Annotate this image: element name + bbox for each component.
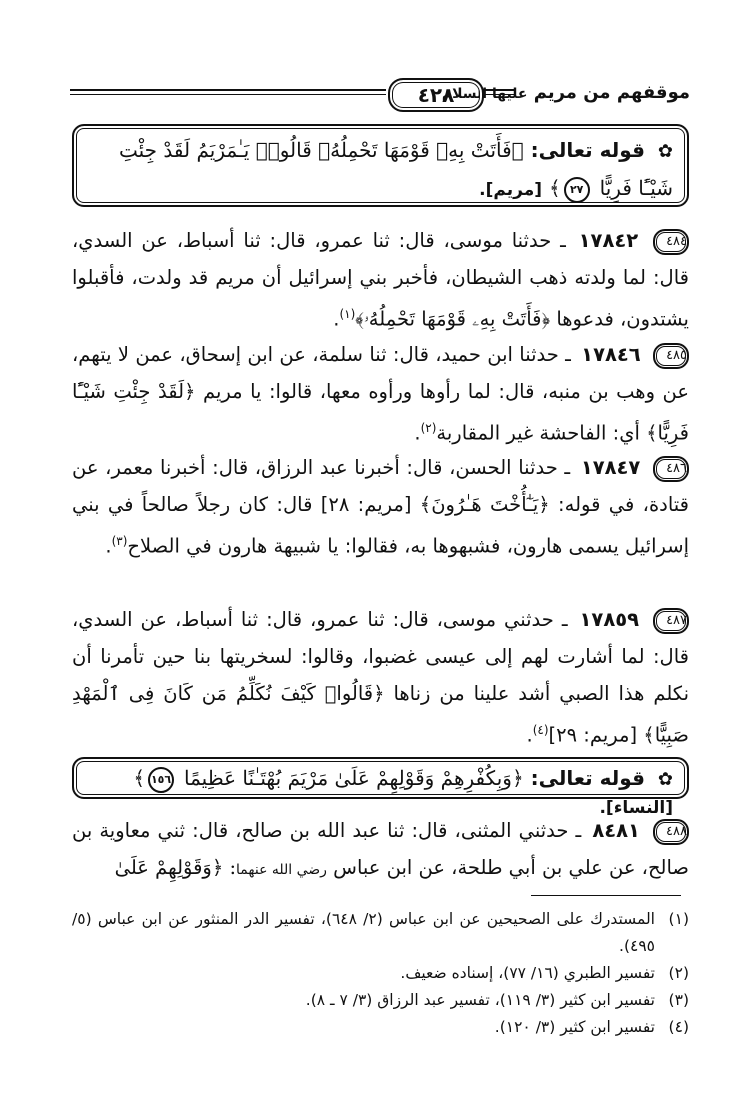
end-mark: .	[414, 421, 421, 445]
serial-number-oval: ٤٨٥	[653, 343, 689, 369]
hadith-paragraph	[72, 601, 689, 754]
ayah-number-badge: ١٥٦	[148, 767, 174, 793]
honorific-glyph: رضي الله عنهما	[236, 862, 327, 878]
verse-close-bracket: ﴾	[133, 766, 146, 790]
footnote-separator	[531, 895, 681, 896]
ayah-number-badge: ٢٧	[564, 177, 590, 203]
footnote-marker: (٢)	[420, 421, 437, 435]
footnote-marker: (٤)	[532, 723, 549, 737]
footnote-text: تفسير ابن كثير (٣/ ١١٩)، تفسير عبد الرزاق (٣/ ٧ ـ ٨).	[305, 991, 655, 1009]
hadith-paragraph	[72, 449, 689, 565]
verse-heading-box	[72, 124, 689, 207]
hadith-paragraph	[72, 336, 689, 452]
heading-label: قوله تعالى:	[530, 766, 645, 790]
header-rule	[70, 89, 386, 95]
verse-heading-box	[72, 757, 689, 818]
honorific-glyph: عليها السلام	[441, 86, 528, 102]
hadith-text: ـ حدثنا ابن حميد، قال: ثنا سلمة، عن ابن إسحاق، عمن لا يتهم، عن وهب بن منبه، قال: لما رأوها ورأوه معها، قالوا: يا مريم ﴿لَقَدْ جِئْتِ شَيْـًٔا فَرِيًّا﴾ أي: الفاحشة غير المقاربة	[72, 343, 689, 445]
hadith-paragraph	[72, 812, 689, 889]
serial-number-oval: ٤٨٨	[653, 819, 689, 845]
page-number: ٤٢٨	[388, 78, 484, 112]
footnote-text: تفسير ابن كثير (٣/ ١٢٠).	[494, 1018, 655, 1036]
header-rule-short	[482, 89, 514, 95]
hadith-text: ـ حدثنا موسى، قال: ثنا عمرو، قال: ثنا أسباط، عن السدي، قال: لما ولدته ذهب الشيطان، فأخبر بني إسرائيل أن مريم قد ولدت، فأقبلوا يشتدون، فدعوها ﴿فَأَتَتْ بِهِۦ قَوْمَهَا تَحْمِلُهُۥ﴾	[72, 229, 689, 331]
flower-ornament-icon: ✿	[657, 769, 673, 790]
hadith-number: ٨٤٨١	[592, 819, 640, 842]
hadith-paragraph	[72, 222, 689, 338]
sura-reference: [مريم].	[479, 180, 542, 200]
footnotes	[72, 906, 689, 1041]
footnote-number: (٢)	[668, 964, 689, 982]
quran-verse: ﴿وَبِكُفْرِهِمْ وَقَوْلِهِمْ عَلَىٰ مَرْيَمَ بُهْتَـٰنًا عَظِيمًا	[184, 766, 524, 790]
footnote	[72, 987, 689, 1014]
hadith-number: ١٧٨٤٦	[581, 343, 641, 366]
end-mark: .	[526, 723, 533, 747]
sura-reference: [النساء].	[599, 798, 673, 818]
hadith-number: ١٧٨٥٩	[579, 608, 640, 631]
end-mark: .	[333, 307, 340, 331]
footnote-number: (١)	[668, 910, 689, 928]
verse-close-bracket: ﴾	[548, 176, 561, 200]
serial-number-oval: ٤٨٦	[653, 456, 689, 482]
footnote-marker: (٣)	[111, 534, 128, 548]
heading-label: قوله تعالى:	[530, 138, 645, 162]
serial-number-oval: ٤٨٤	[653, 229, 689, 255]
footnote-number: (٤)	[668, 1018, 689, 1036]
hadith-number: ١٧٨٤٢	[578, 229, 639, 252]
hadith-text: ـ حدثنا الحسن، قال: أخبرنا عبد الرزاق، قال: أخبرنا معمر، عن قتادة، في قوله: ﴿يَـٰٓأُخْتَ هَـٰرُونَ﴾ [مريم: ٢٨] قال: كان رجلاً صالحاً في بني إسرائيل يسمى هارون، فشبهوها به، فقالوا: يا شبيهة هارون في الصلاح	[72, 456, 689, 558]
footnote	[72, 960, 689, 987]
hadith-text: ـ حدثني موسى، قال: ثنا عمرو، قال: ثنا أسباط، عن السدي، قال: لما أشارت لهم إلى عيسى غضبوا، وقالوا: لسخريتها بنا حين تأمرنا أن نكلم هذا الصبي أشد علينا من زناها ﴿قَالُوا۟ كَيْفَ نُكَلِّمُ مَن كَانَ فِى ٱلْمَهْدِ صَبِيًّا﴾ [مريم: ٢٩]	[72, 608, 689, 747]
footnote-text: تفسير الطبري (١٦/ ٧٧)، إسناده ضعيف.	[400, 964, 655, 982]
footnote	[72, 1014, 689, 1041]
serial-number-oval: ٤٨٧	[653, 608, 689, 634]
hadith-text: ـ حدثني المثنى، قال: ثنا عبد الله بن صالح، قال: ثني معاوية بن صالح، عن علي بن أبي طلحة، عن ابن عباس	[72, 819, 689, 879]
hadith-number: ١٧٨٤٧	[580, 456, 641, 479]
footnote-text: المستدرك على الصحيحين عن ابن عباس (٢/ ٦٤٨)، تفسير الدر المنثور عن ابن عباس (٥/ ٤٩٥).	[72, 910, 655, 955]
page-header	[70, 78, 690, 118]
end-mark: .	[105, 534, 112, 558]
footnote-number: (٣)	[668, 991, 689, 1009]
footnote	[72, 906, 689, 960]
quran-verse: : ﴿وَقَوْلِهِمْ عَلَىٰ	[114, 856, 237, 879]
footnote-marker: (١)	[339, 307, 356, 321]
running-title-text: موقفهم من مريم	[533, 82, 690, 103]
flower-ornament-icon: ✿	[657, 141, 673, 162]
quran-verse: ﴿فَأَتَتْ بِهِۦ قَوْمَهَا تَحْمِلُهُۥ قَالُوا۟ يَـٰمَرْيَمُ لَقَدْ جِئْتِ شَيْـًٔا فَرِيًّا	[118, 138, 673, 200]
